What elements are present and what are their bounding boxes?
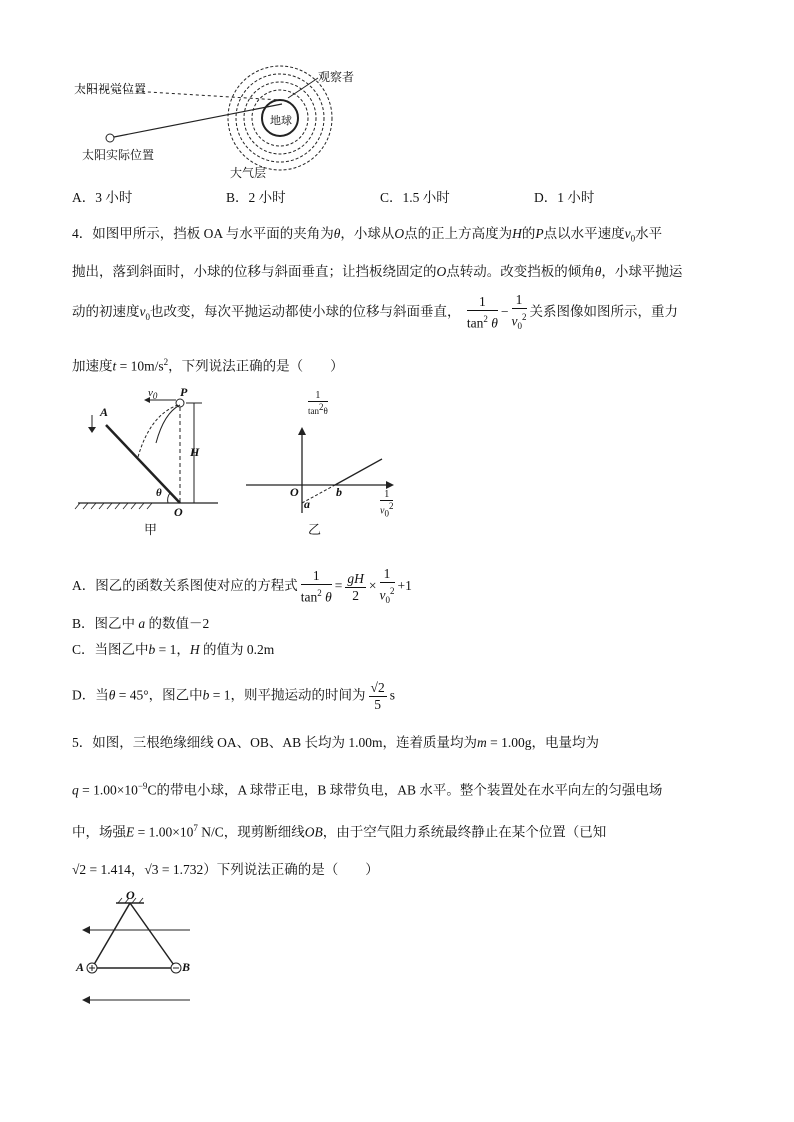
q4-option-b: B．图乙中 a 的数值－2 <box>72 616 210 631</box>
q4-option-a: A．图乙的函数关系图使对应的方程式 $\frac{1}{\tan^2 \theta}$ = $\frac{gH}{2}$ × $\frac{1}{v_0^2}$ +1 <box>72 566 412 606</box>
figure-jia-diagram <box>70 385 220 540</box>
q5-line-1: 5．如图，三根绝缘细线 OA、OB、AB 长均为 1.00m，连着质量均为m = 1.00g，电量均为 <box>72 735 600 750</box>
q5-diagram <box>70 888 200 1013</box>
sun-actual-label: 太阳实际位置 <box>82 148 155 162</box>
q3-option-b: B．2 小时 <box>226 190 286 205</box>
atmosphere-label: 大气层 <box>230 166 267 180</box>
q4-line-4: 加速度$t = 10m/s^2$，下列说法正确的是（ ） <box>72 357 344 374</box>
q4-option-c: C．当图乙中b = 1，H 的值为 0.2m <box>72 642 275 657</box>
sun-actual-dot <box>106 134 114 142</box>
q4-line-2: 抛出，落到斜面时，小球的位移与斜面垂直；让挡板绕固定的O点转动。改变挡板的倾角θ，小球平抛运 <box>72 264 683 279</box>
earth-label: 地球 <box>270 115 292 127</box>
q5-line-4: √2 = 1.414，√3 = 1.732）下列说法正确的是（ ） <box>72 862 379 877</box>
baffle-oa <box>106 425 180 503</box>
figure-yi-caption: 乙 <box>308 522 322 537</box>
q5-line-3: 中，场强$E = 1.00\times 10^7$ N/C，现剪断细线OB，由于空气阻力系统最终静止在某个位置（已知 <box>72 823 607 840</box>
q3-option-d: D．1 小时 <box>534 190 595 205</box>
q4-option-d: D．当θ = 45°，图乙中b = 1，则平抛运动的时间为 $\frac{√2}{5}$ s <box>72 680 395 712</box>
figure-jia: A P $v_0$ H θ O 甲 <box>70 385 220 540</box>
figure-yi: 1 $\tan^2\theta$ 1 $v_0^2$ O a b 乙 <box>240 385 400 540</box>
q4-line-1: 4．如图甲所示，挡板 OA 与水平面的夹角为θ，小球从O点的正上方高度为H的P点以水平速度$v_0$水平 <box>72 226 663 244</box>
graph-line <box>335 459 382 485</box>
sun-refraction-figure <box>70 60 370 185</box>
observer-label: 观察者 <box>318 70 355 84</box>
sun-apparent-label: 太阳视觉位置 <box>74 82 147 96</box>
q5-figure: O A B <box>70 888 200 1013</box>
q5-line-2: $q = 1.00\times 10^{-9}C$的带电小球，A 球带正电，B 球带负电，AB 水平。整个装置处在水平向左的匀强电场 <box>72 781 663 798</box>
q3-option-c: C．1.5 小时 <box>380 190 450 205</box>
q4-line-3: 动的初速度$v_0$也改变，每次平抛运动都使小球的位移与斜面垂直， $\frac{1}{\tan^2 \theta}$ − $\frac{1}{v_0^2}$ 关系图像如图所示，重力 <box>72 292 679 332</box>
q3-option-a: A．3 小时 <box>72 190 133 205</box>
figure-jia-caption: 甲 <box>144 522 158 537</box>
